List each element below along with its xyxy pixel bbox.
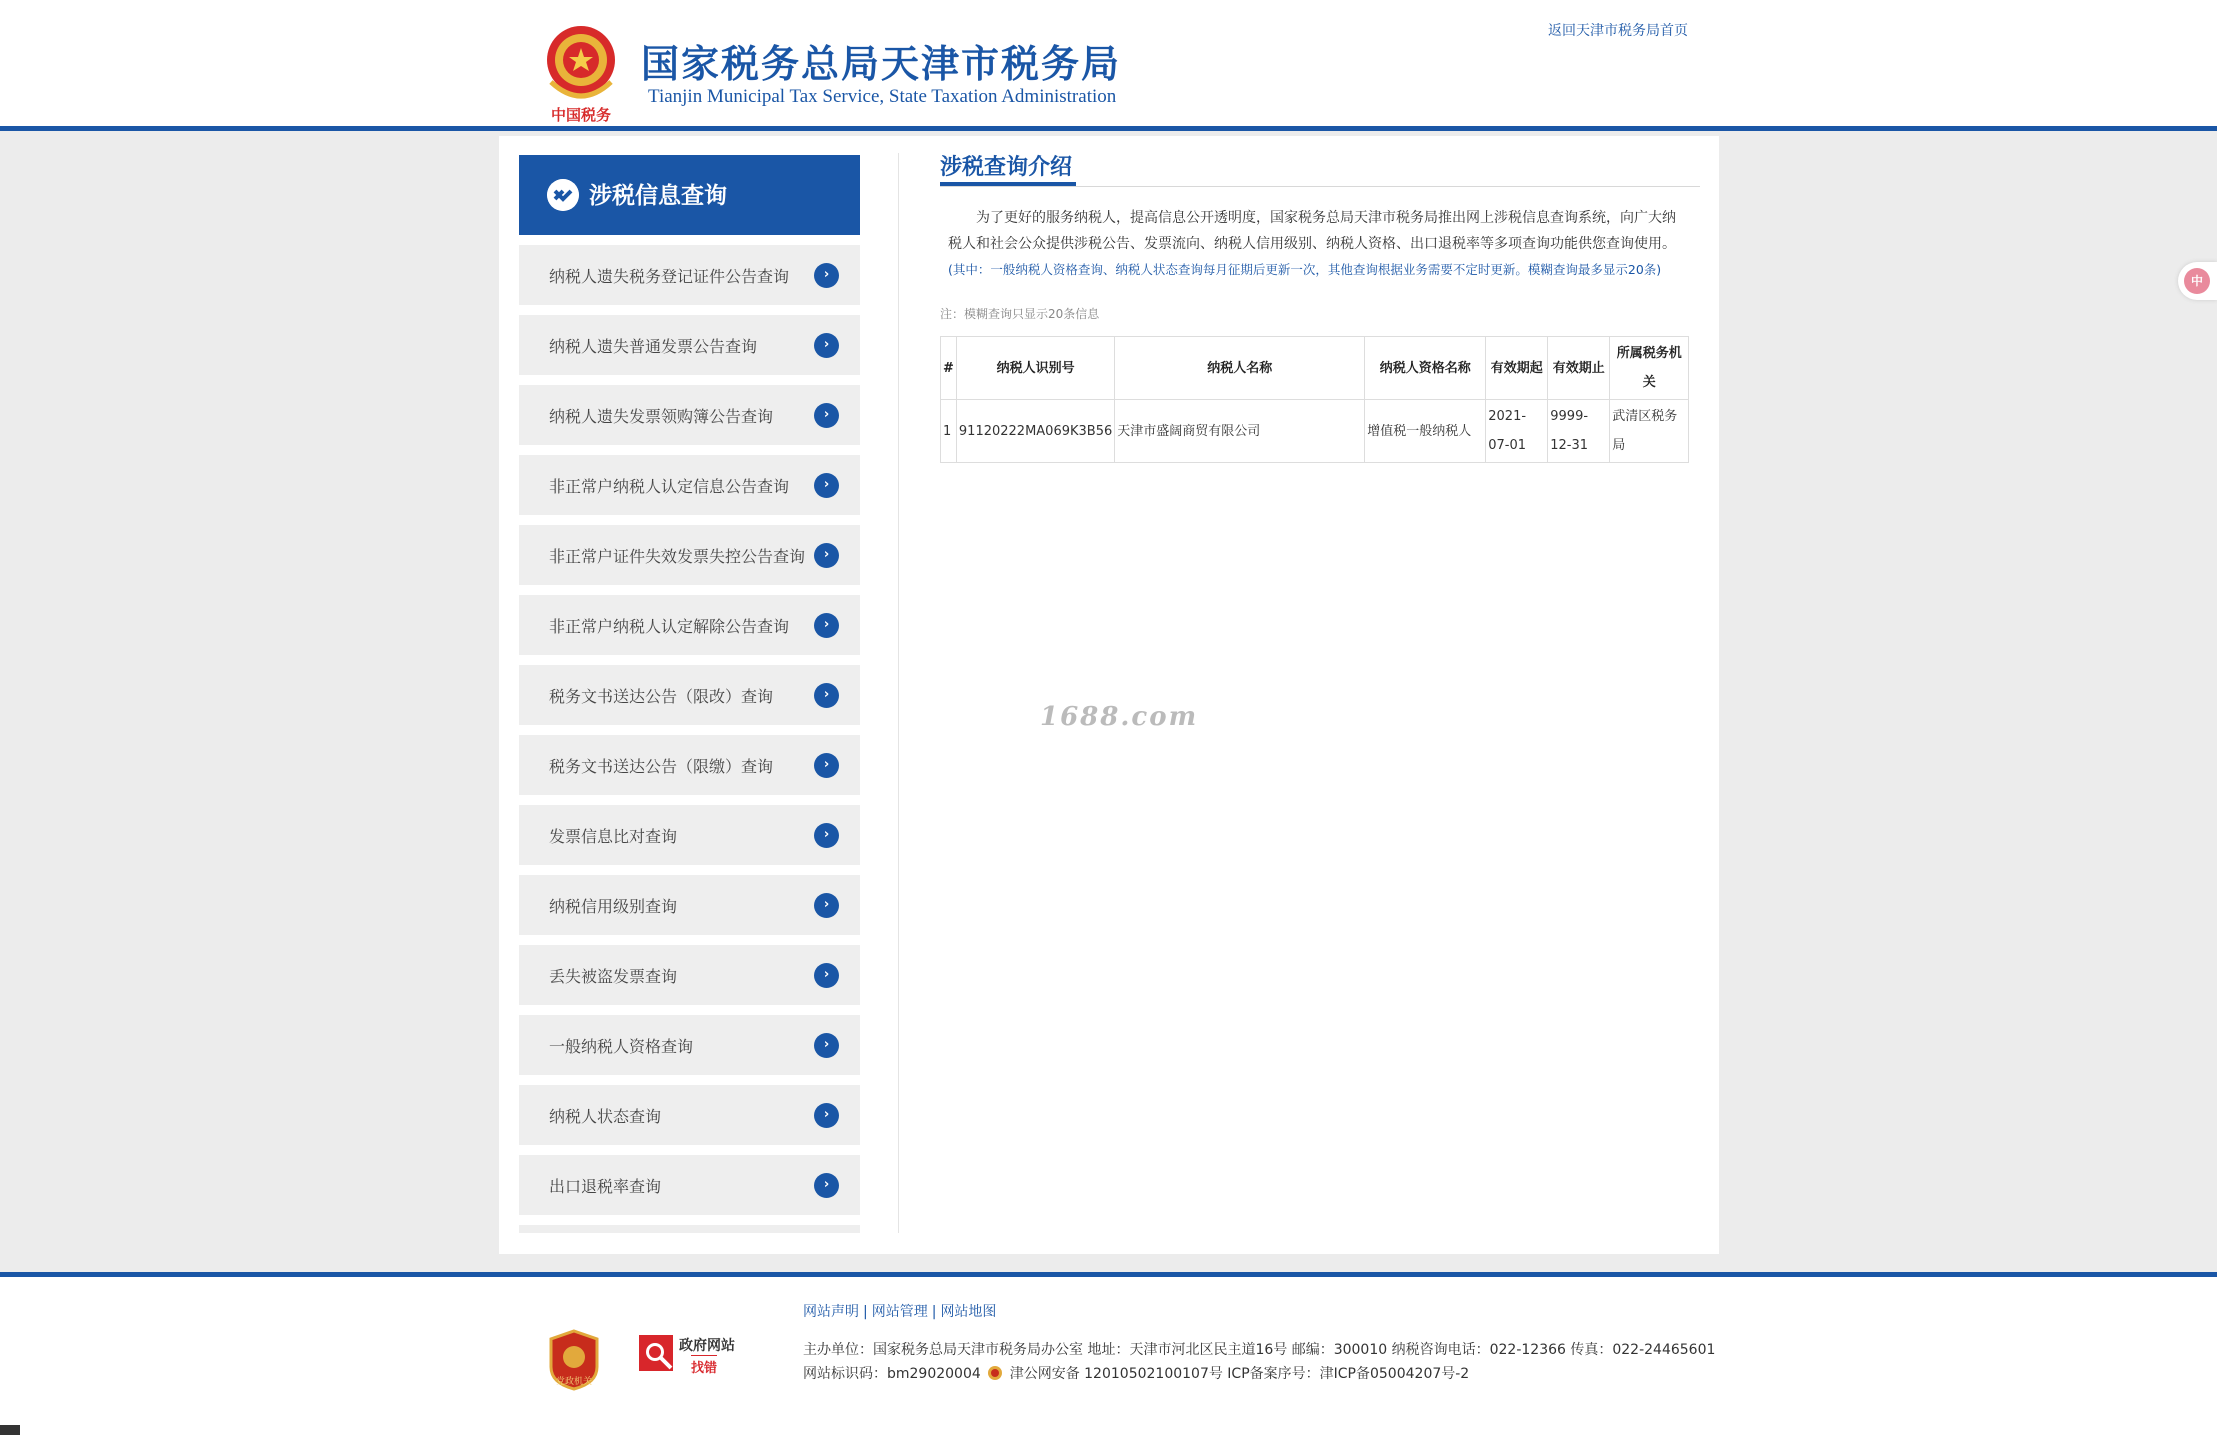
- sidebar-item[interactable]: [519, 245, 860, 305]
- chevron-right-icon[interactable]: ›: [814, 403, 839, 428]
- sidebar-item[interactable]: [519, 1155, 860, 1215]
- sidebar-item[interactable]: [519, 945, 860, 1005]
- chevron-right-icon[interactable]: ›: [814, 263, 839, 288]
- content-area: [940, 155, 1700, 463]
- table-header-row: [941, 337, 1689, 400]
- footer-link-sitemap[interactable]: 网站地图: [940, 1304, 997, 1320]
- site-subtitle: Tianjin Municipal Tax Service, State Taxation Administration: [648, 86, 1117, 107]
- gov-site-error-report[interactable]: [639, 1333, 739, 1377]
- sidebar-header: [519, 155, 860, 235]
- table-cell: 91120222MA069K3B56: [956, 400, 1114, 463]
- sidebar-item-label: 纳税信用级别查询: [549, 897, 678, 916]
- police-badge-icon: [987, 1365, 1003, 1381]
- sidebar-item-label: 税务文书送达公告（限改）查询: [549, 687, 774, 706]
- sidebar-item-label: 出口退税率查询: [549, 1177, 662, 1196]
- table-header-cell: 有效期起: [1486, 337, 1548, 400]
- sidebar-item-label: 纳税人遗失税务登记证件公告查询: [549, 267, 790, 286]
- update-note: (其中：一般纳税人资格查询、纳税人状态查询每月征期后更新一次，其他查询根据业务需要不定时更新。模糊查询最多显示20条): [948, 262, 1662, 277]
- site-footer: [0, 1272, 2217, 1435]
- sidebar-item[interactable]: [519, 525, 860, 585]
- table-cell: 2021-07-01: [1486, 400, 1548, 463]
- floating-assistant[interactable]: [2178, 262, 2217, 300]
- query-logo-icon: [547, 179, 579, 211]
- watermark: 1688.com: [1040, 702, 1199, 732]
- sidebar-item[interactable]: [519, 875, 860, 935]
- sidebar-item[interactable]: [519, 455, 860, 515]
- table-header-cell: 纳税人资格名称: [1365, 337, 1486, 400]
- table-cell: 增值税一般纳税人: [1365, 400, 1486, 463]
- fuzzy-query-note: 注：模糊查询只显示20条信息: [940, 307, 1100, 321]
- table-cell: 9999-12-31: [1548, 400, 1610, 463]
- sidebar-item-label: 纳税人遗失发票领购簿公告查询: [549, 407, 774, 426]
- corner-marker: [0, 1425, 20, 1435]
- sidebar-item-partial: [519, 1225, 860, 1233]
- chevron-right-icon[interactable]: ›: [814, 753, 839, 778]
- table-header-cell: 纳税人名称: [1115, 337, 1365, 400]
- sidebar-item-label: 非正常户纳税人认定信息公告查询: [549, 477, 790, 496]
- chevron-right-icon[interactable]: ›: [814, 473, 839, 498]
- table-cell: 1: [941, 400, 957, 463]
- chevron-right-icon[interactable]: ›: [814, 543, 839, 568]
- link-separator: |: [863, 1304, 868, 1320]
- sidebar-item-label: 发票信息比对查询: [549, 827, 678, 846]
- table-cell: 武清区税务局: [1610, 400, 1689, 463]
- link-separator: |: [931, 1304, 937, 1320]
- gov-site-label: 政府网站: [679, 1338, 735, 1354]
- section-title: [940, 155, 1700, 187]
- assistant-icon[interactable]: 中: [2184, 268, 2210, 294]
- sidebar-item-label: 非正常户证件失效发票失控公告查询: [549, 547, 806, 566]
- footer-link-statement[interactable]: 网站声明: [803, 1304, 859, 1320]
- main-panel: [499, 136, 1719, 1254]
- sidebar-title: 涉税信息查询: [589, 183, 727, 209]
- chevron-right-icon[interactable]: ›: [814, 1103, 839, 1128]
- site-title: 国家税务总局天津市税务局: [641, 42, 1122, 86]
- chevron-right-icon[interactable]: ›: [814, 683, 839, 708]
- badge1-text: 党政机关: [555, 1377, 593, 1387]
- table-header-cell: 所属税务机关: [1610, 337, 1689, 400]
- sidebar-item-label: 一般纳税人资格查询: [549, 1037, 694, 1056]
- sidebar-item[interactable]: [519, 665, 860, 725]
- sidebar-item[interactable]: [519, 595, 860, 655]
- sidebar-item-label: 丢失被盗发票查询: [549, 967, 678, 986]
- intro-text: 为了更好的服务纳税人，提高信息公开透明度，国家税务总局天津市税务局推出网上涉税信息查询系统，向广大纳税人和社会公众提供涉税公告、发票流向、纳税人信用级别、纳税人资格、出口退税率等多项查询功能供您查询使用。: [948, 210, 1676, 252]
- sidebar-item[interactable]: [519, 1015, 860, 1075]
- sidebar-item-label: 税务文书送达公告（限缴）查询: [549, 757, 774, 776]
- sidebar-item[interactable]: [519, 315, 860, 375]
- chevron-right-icon[interactable]: ›: [814, 963, 839, 988]
- table-cell: 天津市盛阔商贸有限公司: [1115, 400, 1365, 463]
- footer-sponsor-info: 主办单位：国家税务总局天津市税务局办公室 地址：天津市河北区民主道16号 邮编：300010 纳税咨询电话：022-12366 传真：022-24465601: [803, 1342, 1716, 1358]
- section-title-text: 涉税查询介绍: [940, 155, 1076, 186]
- table-header-cell: 纳税人识别号: [956, 337, 1114, 400]
- table-body: [941, 400, 1689, 463]
- site-header: [0, 0, 2217, 131]
- table-header-cell: 有效期止: [1548, 337, 1610, 400]
- chevron-right-icon[interactable]: ›: [814, 333, 839, 358]
- sidebar: [519, 155, 860, 1233]
- sidebar-item-label: 非正常户纳税人认定解除公告查询: [549, 617, 790, 636]
- result-table: [940, 336, 1689, 463]
- table-row: [941, 400, 1689, 463]
- chevron-right-icon[interactable]: ›: [814, 893, 839, 918]
- sidebar-item-label: 纳税人遗失普通发票公告查询: [549, 337, 758, 356]
- footer-icp-info: [803, 1363, 1469, 1383]
- footer-links: [803, 1301, 996, 1321]
- public-security-record[interactable]: 津公网安备 12010502100107号 ICP备案序号：津ICP备05004207号-2: [1009, 1366, 1470, 1382]
- emblem-text: 中国税务: [550, 106, 612, 124]
- sidebar-item[interactable]: [519, 385, 860, 445]
- home-link[interactable]: 返回天津市税务局首页: [1548, 23, 1688, 39]
- party-gov-badge-icon[interactable]: [549, 1329, 599, 1391]
- vertical-divider: [898, 153, 899, 1233]
- footer-link-admin[interactable]: 网站管理: [871, 1304, 928, 1320]
- sidebar-menu: [519, 245, 860, 1215]
- sidebar-item[interactable]: [519, 735, 860, 795]
- chevron-right-icon[interactable]: ›: [814, 613, 839, 638]
- chevron-right-icon[interactable]: ›: [814, 823, 839, 848]
- national-emblem-logo: [541, 20, 621, 125]
- sidebar-item[interactable]: [519, 805, 860, 865]
- table-header-cell: #: [941, 337, 957, 400]
- site-id: 网站标识码：bm29020004: [803, 1366, 981, 1382]
- chevron-right-icon[interactable]: ›: [814, 1033, 839, 1058]
- sidebar-item[interactable]: [519, 1085, 860, 1145]
- find-error-label: 找错: [691, 1355, 717, 1376]
- chevron-right-icon[interactable]: ›: [814, 1173, 839, 1198]
- sidebar-item-label: 纳税人状态查询: [549, 1107, 662, 1126]
- magnifier-icon: [639, 1333, 679, 1373]
